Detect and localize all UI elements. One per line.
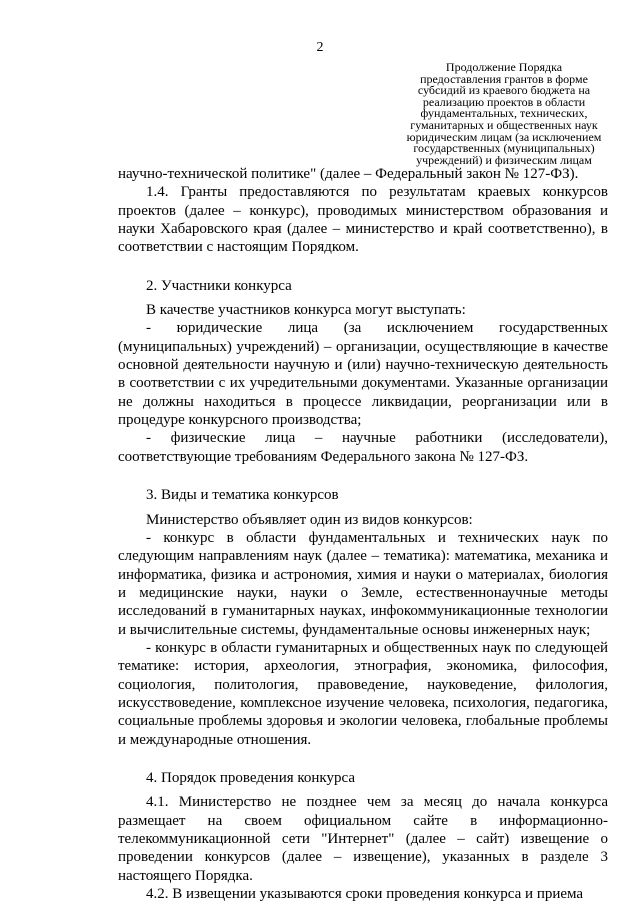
- header-line: субсидий из краевого бюджета на: [417, 83, 591, 98]
- header-line: предоставления грантов в форме: [420, 71, 588, 86]
- section-2-item: - физические лица – научные работники (исследователи), соответствующие требованиям Федерального закона № 127-ФЗ.: [118, 430, 608, 465]
- document-body: [118, 165, 608, 903]
- section-2-item: - юридические лица (за исключением государственных (муниципальных) учреждений) – организации, осуществляющие в качестве основной деятельности научную и (или) научно-техническую деятельность в соответствии с их учредительными документами. Указанные организации не должны находиться в процессе ликвидации, реорганизации или в процедуре конкурсного производства;: [118, 320, 608, 429]
- document-header: [392, 62, 616, 166]
- section-3-intro: Министерство объявляет один из видов конкурсов:: [146, 511, 473, 528]
- paragraph-4-2: 4.2. В извещении указываются сроки проведения конкурса и приема: [146, 886, 584, 903]
- header-line: учреждений) и физическим лицам: [416, 152, 592, 167]
- page-number: 2: [316, 40, 324, 55]
- section-2-heading: 2. Участники конкурса: [146, 277, 292, 294]
- section-4-heading: 4. Порядок проведения конкурса: [146, 769, 356, 786]
- continuation-paragraph: научно-технической политике" (далее – Федеральный закон № 127-ФЗ).: [118, 166, 579, 182]
- section-3-item: - конкурс в области гуманитарных и общественных наук по следующей тематике: история, археология, этнография, экономика, философия, социология, политология, правоведение, науковедение, филология, искусствоведение, комплексное изучение человека, психология, педагогика, социальные проблемы здоровья и экологии человека, глобальные проблемы и международные отношения.: [118, 639, 608, 748]
- header-line: государственных (муниципальных): [413, 141, 595, 156]
- paragraph-4-1: 4.1. Министерство не позднее чем за месяц до начала конкурса размещает на своем официальном сайте в информационно-телекоммуникационной сети "Интернет" (далее – сайт) извещение о проведении конкурсов (далее – извещение), указанных в разделе 3 настоящего Порядка.: [118, 794, 608, 884]
- header-line: юридическим лицам (за исключением: [406, 129, 602, 144]
- section-3-item: - конкурс в области фундаментальных и технических наук по следующим направлениям наук (далее – тематика): математика, механика и информатика, физика и астрономия, химия и науки о материалах, биология и медицинские науки, науки о Земле, естественнонаучные методы исследований в гуманитарных науках, инфокоммуникационные технологии и вычислительные системы, фундаментальные основы инженерных наук;: [118, 529, 608, 638]
- header-line: гуманитарных и общественных наук: [410, 117, 598, 132]
- header-line: реализацию проектов в области: [422, 94, 586, 109]
- header-line: фундаментальных, технических,: [420, 106, 588, 121]
- section-2-intro: В качестве участников конкурса могут выступать:: [146, 302, 466, 319]
- section-3-heading: 3. Виды и тематика конкурсов: [146, 487, 339, 504]
- header-title: Продолжение Порядка: [445, 60, 563, 74]
- paragraph-1-4: 1.4. Гранты предоставляются по результатам краевых конкурсов проектов (далее – конкурс), проводимых министерством образования и науки Хабаровского края (далее – министерство и край соответственно), в соответствии с настоящим Порядком.: [118, 184, 608, 256]
